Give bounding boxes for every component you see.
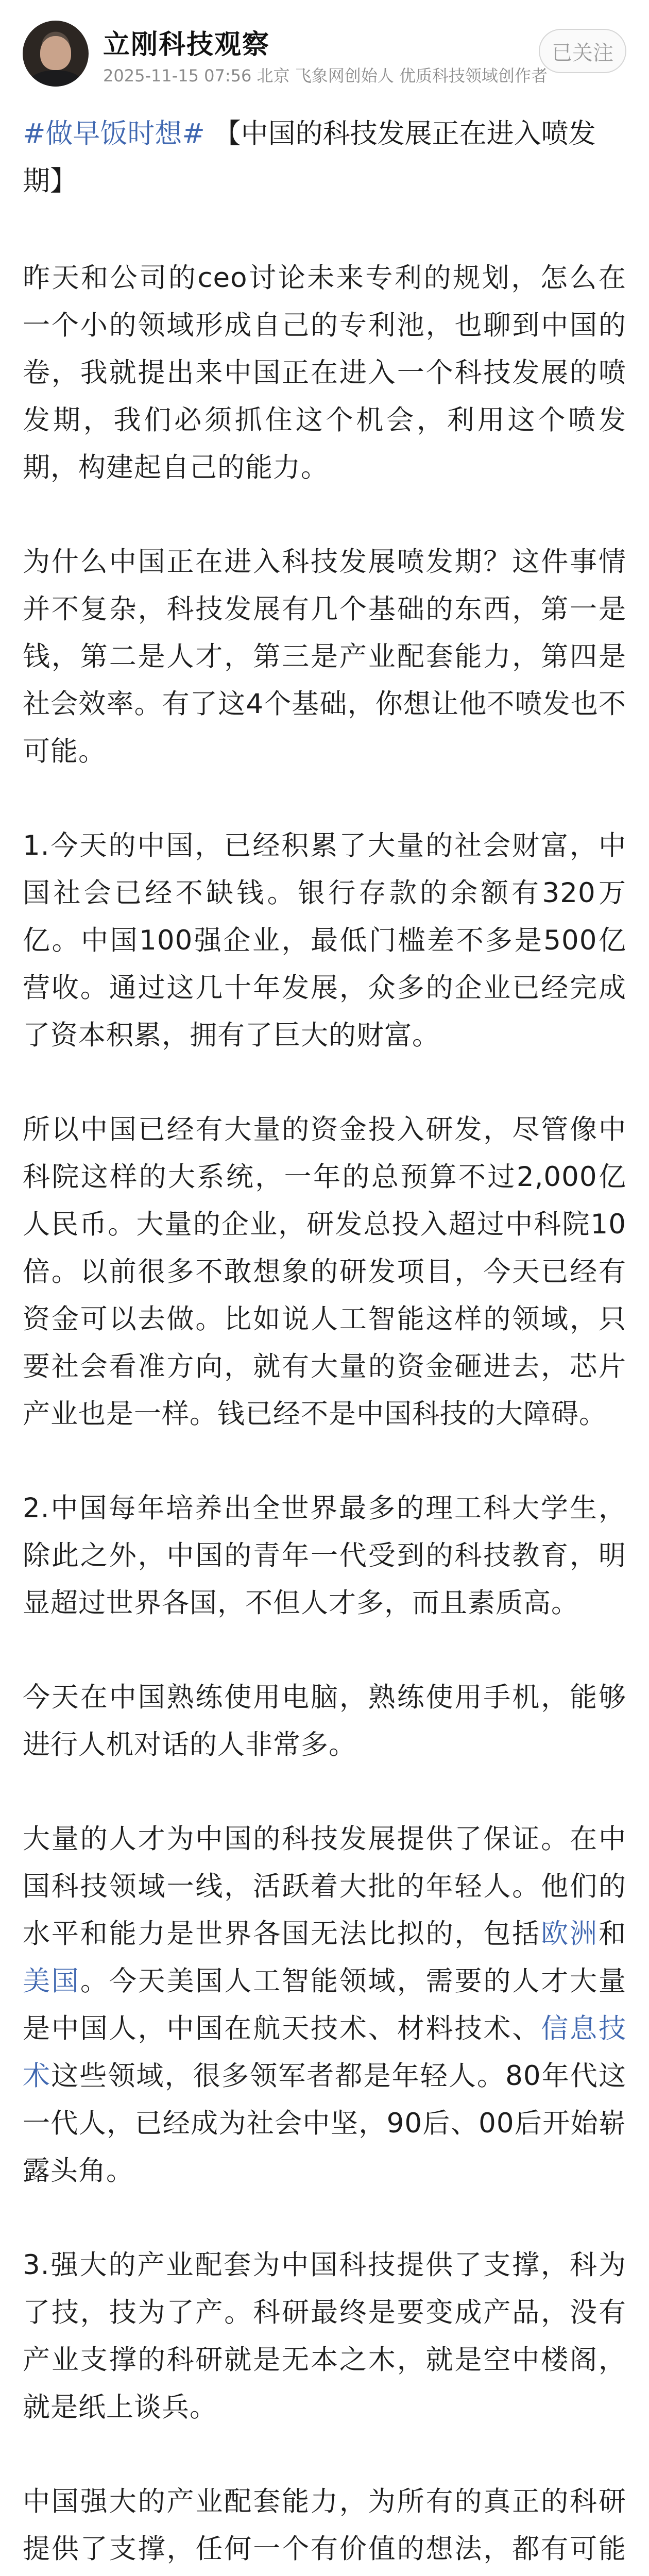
author-avatar[interactable] bbox=[23, 21, 89, 87]
post-header bbox=[0, 0, 649, 103]
paragraph-7-part-b: 和 bbox=[599, 1918, 627, 1950]
avatar-face bbox=[40, 36, 71, 70]
paragraph-2: 为什么中国正在进入科技发展喷发期？这件事情并不复杂，科技发展有几个基础的东西，第一是钱，第二是人才，第三是产业配套能力，第四是社会效率。有了这4个基础，你想让他不喷发也不可能。 bbox=[23, 546, 626, 767]
paragraph-7-part-c: 。今天美国人工智能领域，需要的人才大量是中国人，中国在航天技术、材料技术、 bbox=[23, 1965, 627, 2044]
paragraph-7 bbox=[23, 1816, 626, 2195]
author-name[interactable]: 立刚科技观察 bbox=[103, 29, 270, 60]
paragraph-1: 昨天和公司的ceo讨论未来专利的规划，怎么在一个小的领域形成自己的专利池，也聊到中国的卷，我就提出来中国正在进入一个科技发展的喷发期，我们必须抓住这个机会，利用这个喷发期，构建起自己的能力。 bbox=[23, 262, 626, 483]
link-information-technology[interactable]: 信息技术 bbox=[23, 2013, 627, 2092]
paragraph-7-part-a: 大量的人才为中国的科技发展提供了保证。在中国科技领域一线，活跃着大批的年轻人。他们的水平和能力是世界各国无法比拟的，包括 bbox=[23, 1823, 626, 1950]
paragraph-7-part-d: 这些领域，很多领军者都是年轻人。80年代这一代人，已经成为社会中坚，90后、00后开始崭露头角。 bbox=[23, 2060, 626, 2187]
paragraph-3: 1.今天的中国，已经积累了大量的社会财富，中国社会已经不缺钱。银行存款的余额有320万亿。中国100强企业，最低门槛差不多是500亿营收。通过这几十年发展，众多的企业已经完成了资本积累，拥有了巨大的财富。 bbox=[23, 830, 626, 1051]
post-title: 【中国的科技发展正在进入喷发期】 bbox=[23, 118, 596, 197]
post-body bbox=[23, 255, 626, 2576]
link-usa[interactable]: 美国 bbox=[23, 1965, 80, 1997]
post-meta: 2025-11-15 07:56 北京 飞象网创始人 优质科技领域创作者 bbox=[103, 66, 548, 86]
paragraph-6: 今天在中国熟练使用电脑，熟练使用手机，能够进行人机对话的人非常多。 bbox=[23, 1682, 626, 1760]
post-title-line bbox=[23, 110, 626, 205]
paragraph-9: 中国强大的产业配套能力，为所有的真正的科研提供了支撑，任何一个有价值的想法，都有可能 bbox=[23, 2486, 626, 2565]
follow-button[interactable]: 已关注 bbox=[539, 29, 626, 73]
link-europe[interactable]: 欧洲 bbox=[541, 1918, 599, 1950]
avatar-shoulders bbox=[27, 70, 84, 87]
paragraph-4: 所以中国已经有大量的资金投入研发，尽管像中科院这样的大系统，一年的总预算不过2,000亿人民币。大量的企业，研发总投入超过中科院10倍。以前很多不敢想象的研发项目，今天已经有资金可以去做。比如说人工智能这样的领域，只要社会看准方向，就有大量的资金砸进去，芯片产业也是一样。钱已经不是中国科技的大障碍。 bbox=[23, 1114, 626, 1430]
paragraph-5: 2.中国每年培养出全世界最多的理工科大学生，除此之外，中国的青年一代受到的科技教育，明显超过世界各国，不但人才多，而且素质高。 bbox=[23, 1493, 626, 1619]
hashtag-link[interactable]: #做早饭时想# bbox=[23, 118, 205, 149]
paragraph-8: 3.强大的产业配套为中国科技提供了支撑，科为了技，技为了产。科研最终是要变成产品，没有产业支撑的科研就是无本之木，就是空中楼阁，就是纸上谈兵。 bbox=[23, 2249, 626, 2423]
